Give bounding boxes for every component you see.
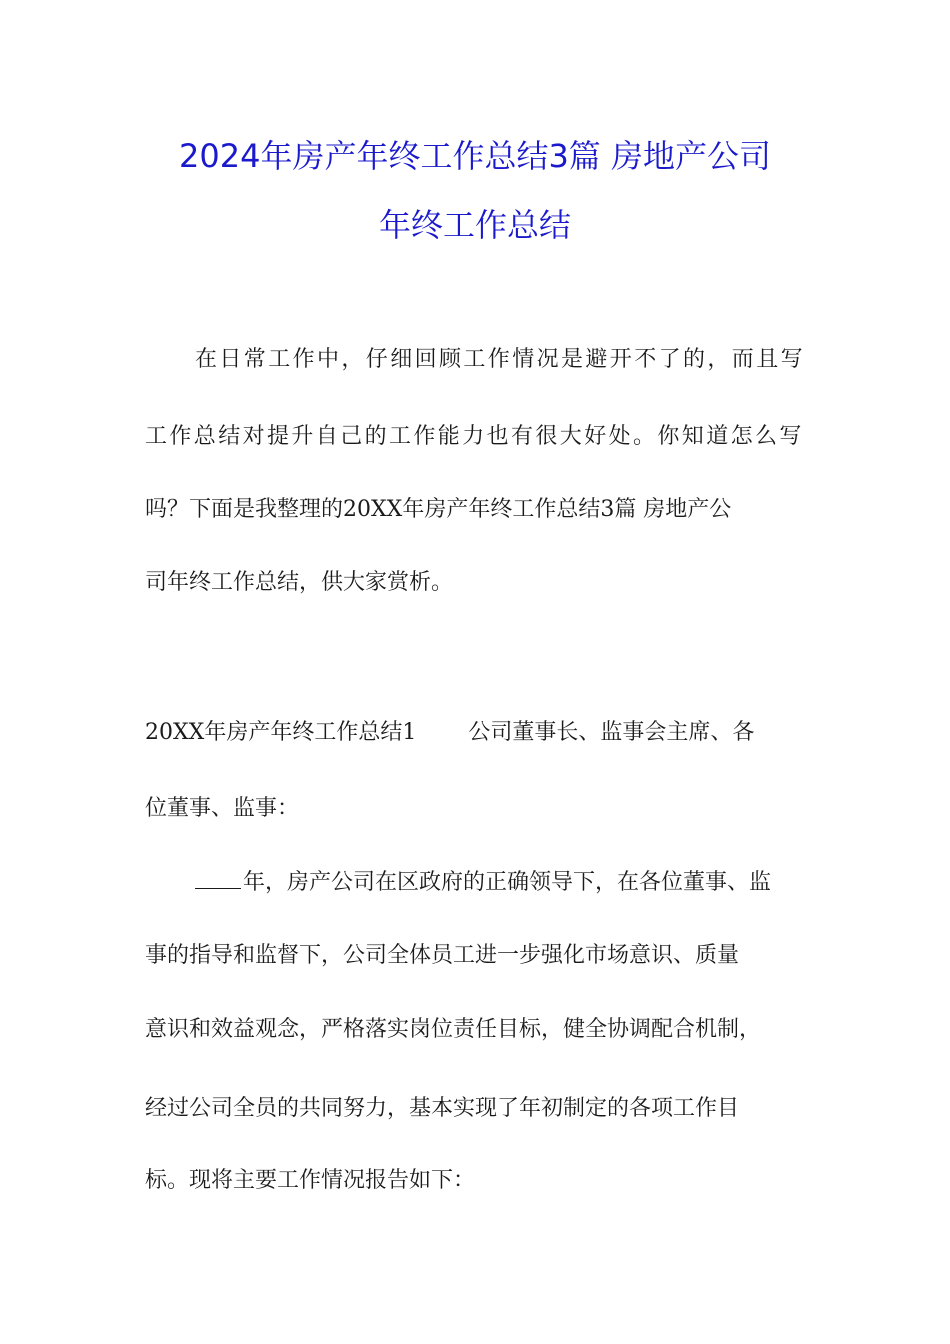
blank-underline xyxy=(195,868,241,889)
intro-line-4: 司年终工作总结，供大家赏析。 xyxy=(145,570,454,595)
intro-line-3: 吗？下面是我整理的20XX年房产年终工作总结3篇 房地产公 xyxy=(145,497,732,522)
salutation-part-2: 位董事、监事： xyxy=(145,796,300,821)
document-title-line-1: 2024年房产年终工作总结3篇 房地产公司 xyxy=(179,137,771,175)
para-line-5: 标。现将主要工作情况报告如下： xyxy=(145,1168,476,1193)
para-line-3: 意识和效益观念，严格落实岗位责任目标，健全协调配合机制， xyxy=(145,1017,762,1042)
document-title-line-2: 年终工作总结 xyxy=(378,206,571,244)
intro-line-2: 工作总结对提升自己的工作能力也有很大好处。你知道怎么写 xyxy=(145,424,804,449)
para-line-1: 年，房产公司在区政府的正确领导下，在各位董事、监 xyxy=(243,870,772,895)
intro-line-1: 在日常工作中，仔细回顾工作情况是避开不了的，而且写 xyxy=(195,347,806,372)
section-1-heading-line xyxy=(145,718,754,748)
para-line-1-wrap xyxy=(195,868,771,898)
para-line-2: 事的指导和监督下，公司全体员工进一步强化市场意识、质量 xyxy=(145,943,740,968)
salutation-part-1: 公司董事长、监事会主席、各 xyxy=(468,720,755,745)
section-1-heading: 20XX年房产年终工作总结1 xyxy=(145,720,417,745)
para-line-4: 经过公司全员的共同努力，基本实现了年初制定的各项工作目 xyxy=(145,1096,740,1121)
